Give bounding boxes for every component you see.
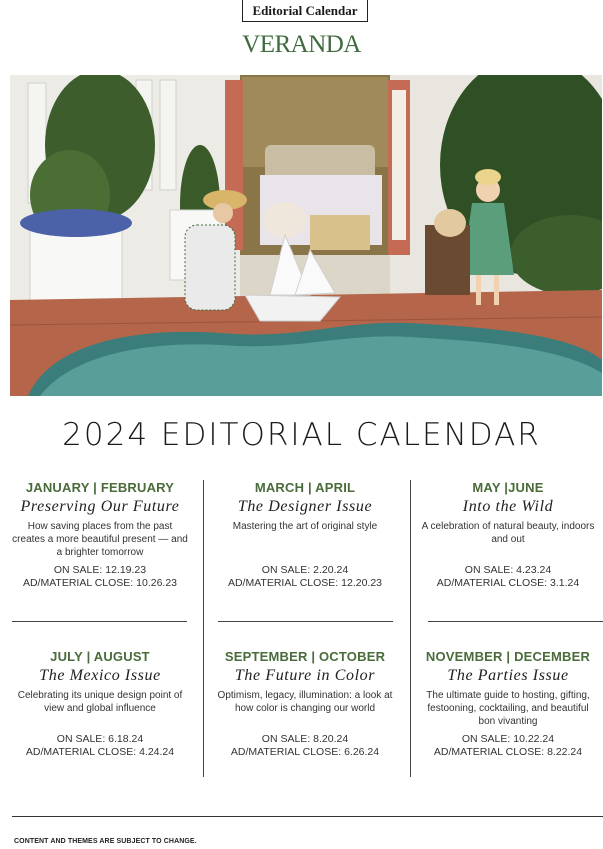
column-divider [410,480,411,777]
issue-months: JANUARY | FEBRUARY [25,480,175,495]
issue-nov-dec [413,648,603,759]
issue-title: The Mexico Issue [39,667,161,684]
issue-description: Mastering the art of original style [232,521,378,532]
row-divider [218,621,393,622]
issue-months: MAY |JUNE [472,480,544,495]
issue-months: JULY | AUGUST [50,649,150,664]
issue-on-sale: ON SALE: 4.23.24 [464,564,552,576]
issue-material-close: AD/MATERIAL CLOSE: 3.1.24 [436,577,580,589]
issue-on-sale: ON SALE: 2.20.24 [261,564,349,576]
issue-months: NOVEMBER | DECEMBER [425,649,591,664]
column-divider [203,480,204,777]
veranda-logo: VERANDA [242,31,361,58]
page-title: 2024 EDITORIAL CALENDAR [62,417,541,453]
row-divider [428,621,603,622]
issue-description: A celebration of natural beauty, indoors and out [421,521,595,545]
issue-months: SEPTEMBER | OCTOBER [224,649,386,664]
issue-months: MARCH | APRIL [254,480,356,495]
issue-material-close: AD/MATERIAL CLOSE: 12.20.23 [227,577,383,589]
issue-on-sale: ON SALE: 12.19.23 [53,564,147,576]
issue-on-sale: ON SALE: 8.20.24 [261,733,349,745]
issue-description: How saving places from the past creates a more beautiful present — and a brighter tomorrow [12,521,188,558]
issue-jul-aug [0,648,200,759]
footer-divider [12,816,603,817]
issue-title: The Parties Issue [447,667,569,684]
issue-title: The Designer Issue [237,498,373,515]
issue-description: Optimism, legacy, illumination: a look at how color is changing our world [217,690,393,714]
footer-disclaimer: CONTENT AND THEMES ARE SUBJECT TO CHANGE. [14,838,197,845]
issue-material-close: AD/MATERIAL CLOSE: 8.22.24 [433,746,583,758]
issue-sep-oct [205,648,405,759]
issue-description: Celebrating its unique design point of view and global influence [17,690,183,714]
issue-title: Into the Wild [462,498,554,515]
issue-material-close: AD/MATERIAL CLOSE: 6.26.24 [230,746,380,758]
issue-may-jun [413,479,603,590]
issue-material-close: AD/MATERIAL CLOSE: 4.24.24 [25,746,175,758]
issue-on-sale: ON SALE: 6.18.24 [56,733,144,745]
row-divider [12,621,187,622]
issue-mar-apr [205,479,405,590]
issue-on-sale: ON SALE: 10.22.24 [461,733,555,745]
issue-description: The ultimate guide to hosting, gifting, festooning, cocktailing, and beautiful bon vivanting [426,690,590,727]
editorial-calendar-tag [242,0,368,22]
issue-title: Preserving Our Future [20,498,180,515]
hero-photo [10,75,602,396]
issue-material-close: AD/MATERIAL CLOSE: 10.26.23 [22,577,178,589]
issue-title: The Future in Color [234,667,376,684]
editorial-calendar-label: Editorial Calendar [252,2,358,18]
issue-jan-feb [0,479,200,590]
